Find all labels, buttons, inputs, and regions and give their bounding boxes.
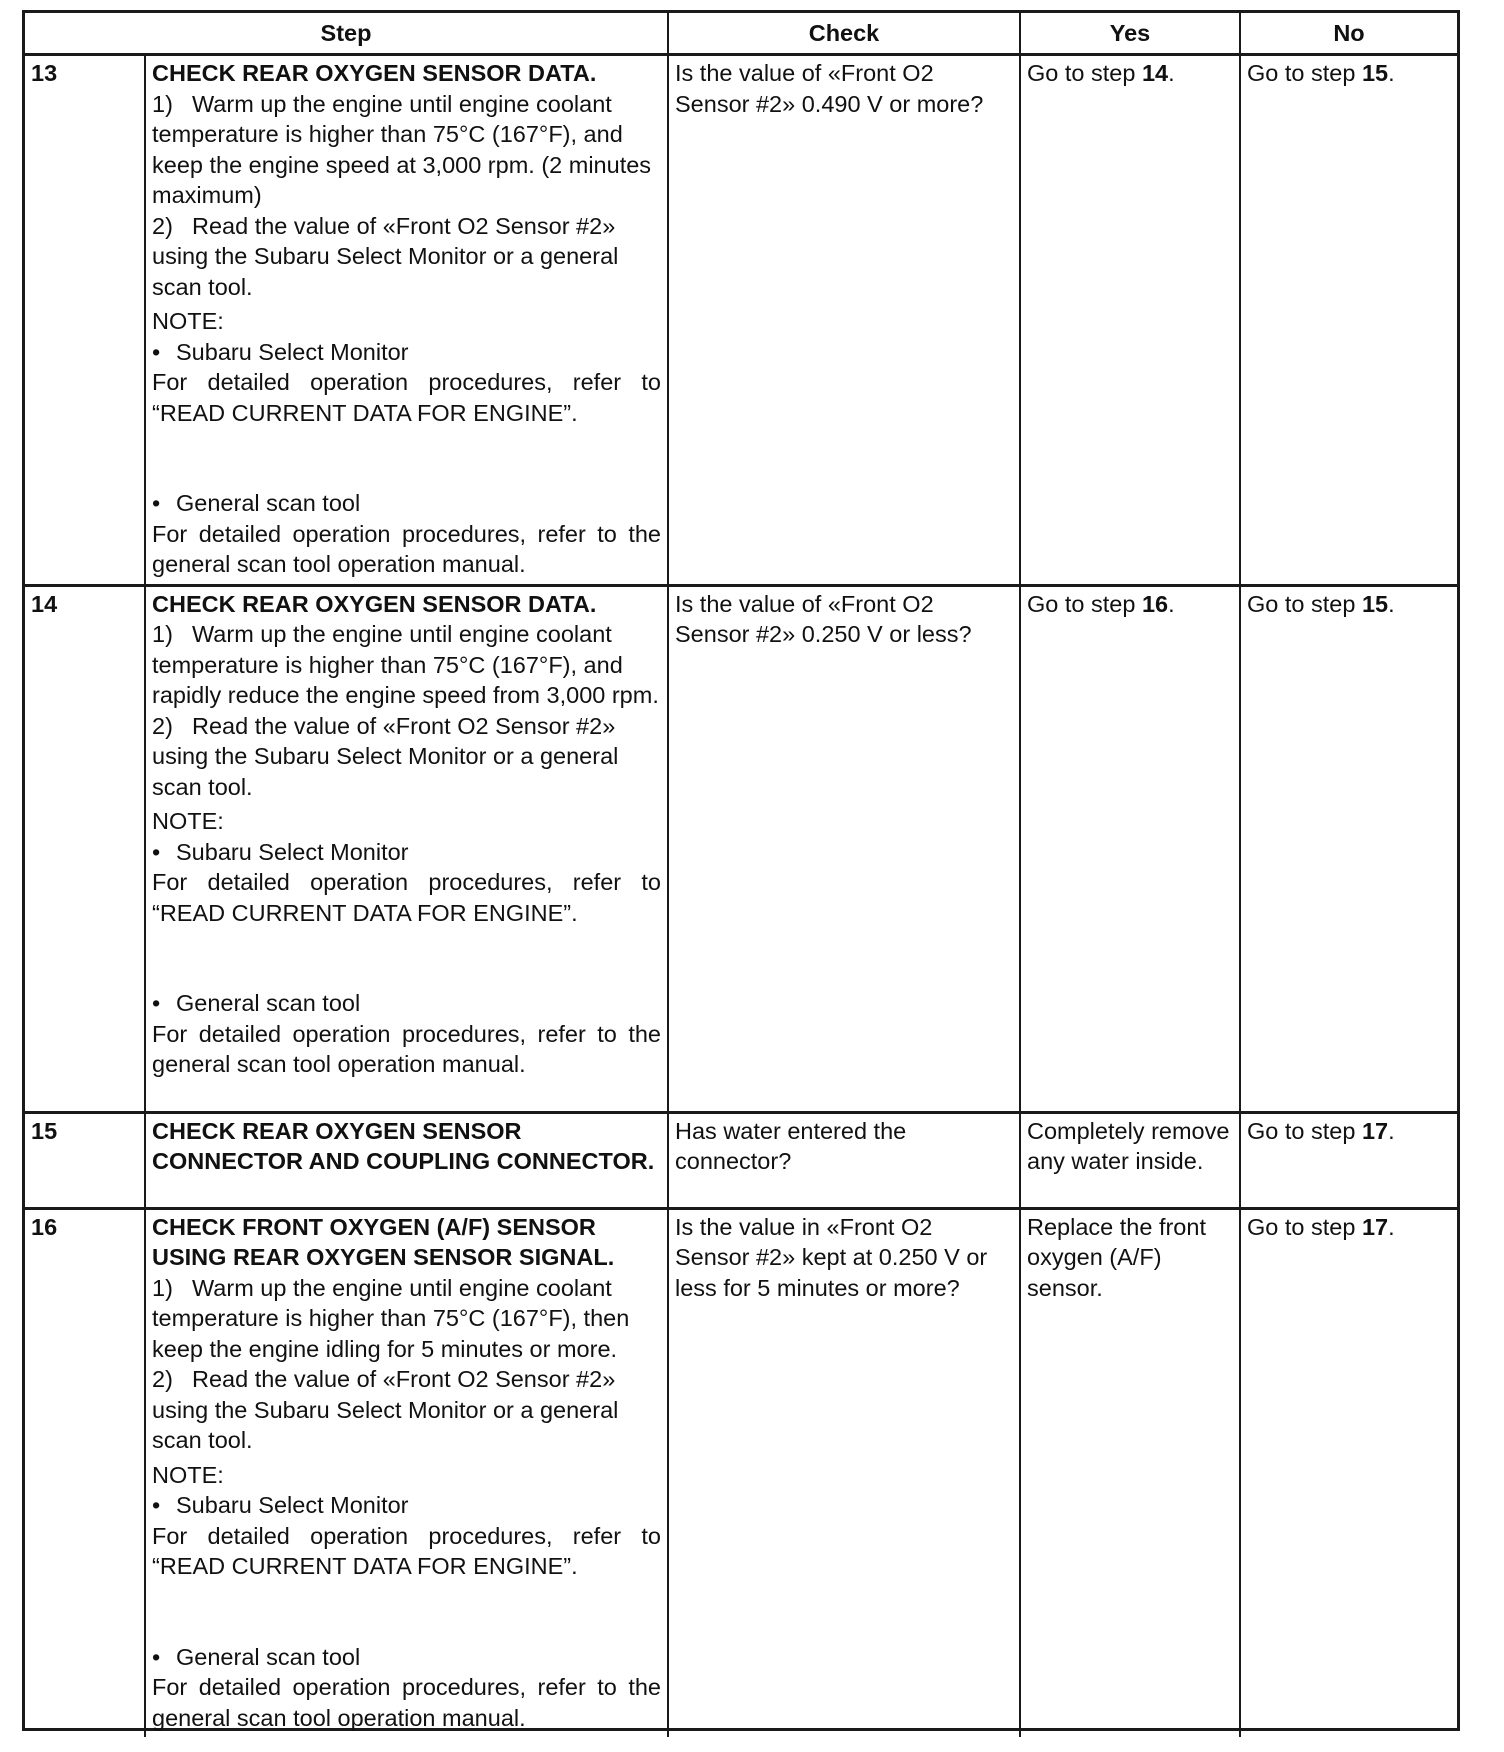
note-label: NOTE: <box>152 308 224 334</box>
bullet-select-monitor: • Subaru Select Monitor <box>152 838 409 865</box>
header-no: No <box>1240 13 1457 55</box>
diagnostic-table-frame <box>22 10 1460 1731</box>
step-cell <box>145 585 668 1112</box>
note-label: NOTE: <box>152 1461 224 1488</box>
table-row <box>25 1112 1457 1208</box>
bullet-select-monitor: • Subaru Select Monitor <box>152 338 409 365</box>
substep-1: 1) Warm up the engine until engine coolant temperature is higher than 75°C (167°F), then keep the engine idling for 5 minutes or more. <box>152 1274 630 1362</box>
step-cell <box>145 1112 668 1208</box>
note-text: For detailed operation procedures, refer to the <box>152 520 661 547</box>
table-row <box>25 1208 1457 1737</box>
yes-cell: Completely remove any water inside. <box>1020 1112 1240 1208</box>
header-yes: Yes <box>1020 13 1240 55</box>
no-cell: Go to step 17. <box>1247 1213 1395 1240</box>
bullet-select-monitor: • Subaru Select Monitor <box>152 1492 409 1518</box>
header-row <box>25 13 1457 55</box>
note-text: general scan tool operation manual. <box>152 1704 526 1731</box>
bullet-general-scan-tool: • General scan tool <box>152 1643 361 1670</box>
note-reference: “READ CURRENT DATA FOR ENGINE”. <box>152 1553 578 1579</box>
substep-2: 2) Read the value of «Front O2 Sensor #2» using the Subaru Select Monitor or a general scan tool. <box>152 712 619 800</box>
table-row <box>25 585 1457 1112</box>
check-cell: Is the value of «Front O2 Sensor #2» 0.250 V or less? <box>668 585 1020 1112</box>
note-text: For detailed operation procedures, refer to the <box>152 1674 661 1700</box>
yes-cell: Go to step 14. <box>1020 55 1240 586</box>
step-title: CHECK REAR OXYGEN SENSOR DATA. <box>152 590 597 617</box>
no-cell: Go to step 15. <box>1240 55 1457 586</box>
note-text: general scan tool operation manual. <box>152 551 526 577</box>
note-label: NOTE: <box>152 808 224 834</box>
bullet-general-scan-tool: • General scan tool <box>152 990 361 1016</box>
note-reference: “READ CURRENT DATA FOR ENGINE”. <box>152 399 578 426</box>
no-cell: Go to step 17. <box>1240 1112 1457 1208</box>
header-step: Step <box>25 13 668 55</box>
note-text: For detailed operation procedures, refer to <box>152 369 661 395</box>
step-title: CHECK REAR OXYGEN SENSOR CONNECTOR AND COUPLING CONNECTOR. <box>152 1117 655 1174</box>
step-number: 14 <box>25 585 145 1112</box>
yes-cell: Replace the front oxygen (A/F) sensor. <box>1020 1208 1240 1737</box>
diagnostic-table <box>25 13 1457 1737</box>
note-text: For detailed operation procedures, refer to <box>152 1522 661 1549</box>
substep-1: 1) Warm up the engine until engine coolant temperature is higher than 75°C (167°F), and keep the engine speed at 3,000 rpm. (2 minutes maximum) <box>152 90 652 208</box>
table-row <box>25 55 1457 586</box>
step-title: CHECK REAR OXYGEN SENSOR DATA. <box>152 60 597 86</box>
substep-2: 2) Read the value of «Front O2 Sensor #2» using the Subaru Select Monitor or a general scan tool. <box>152 212 619 300</box>
substep-1: 1) Warm up the engine until engine coolant temperature is higher than 75°C (167°F), and rapidly reduce the engine speed from 3,000 rpm. <box>152 621 659 708</box>
step-cell <box>145 55 668 586</box>
substep-2: 2) Read the value of «Front O2 Sensor #2» using the Subaru Select Monitor or a general scan tool. <box>152 1366 619 1453</box>
no-cell: Go to step 15. <box>1240 585 1457 1112</box>
check-cell: Is the value in «Front O2 Sensor #2» kept at 0.250 V or less for 5 minutes or more? <box>668 1208 1020 1737</box>
note-text: For detailed operation procedures, refer to <box>152 869 661 895</box>
step-number: 15 <box>25 1112 145 1208</box>
step-title: CHECK FRONT OXYGEN (A/F) SENSOR USING REAR OXYGEN SENSOR SIGNAL. <box>152 1213 615 1270</box>
note-text: For detailed operation procedures, refer to the <box>152 1020 661 1047</box>
check-cell: Has water entered the connector? <box>668 1112 1020 1208</box>
note-text: general scan tool operation manual. <box>152 1051 526 1077</box>
header-check: Check <box>668 13 1020 55</box>
note-reference: “READ CURRENT DATA FOR ENGINE”. <box>152 899 578 926</box>
check-cell: Is the value of «Front O2 Sensor #2» 0.490 V or more? <box>668 55 1020 586</box>
yes-cell: Go to step 16. <box>1020 585 1240 1112</box>
step-number: 16 <box>25 1208 145 1737</box>
step-cell <box>145 1208 668 1737</box>
bullet-general-scan-tool: • General scan tool <box>152 490 361 516</box>
step-number: 13 <box>25 55 145 586</box>
